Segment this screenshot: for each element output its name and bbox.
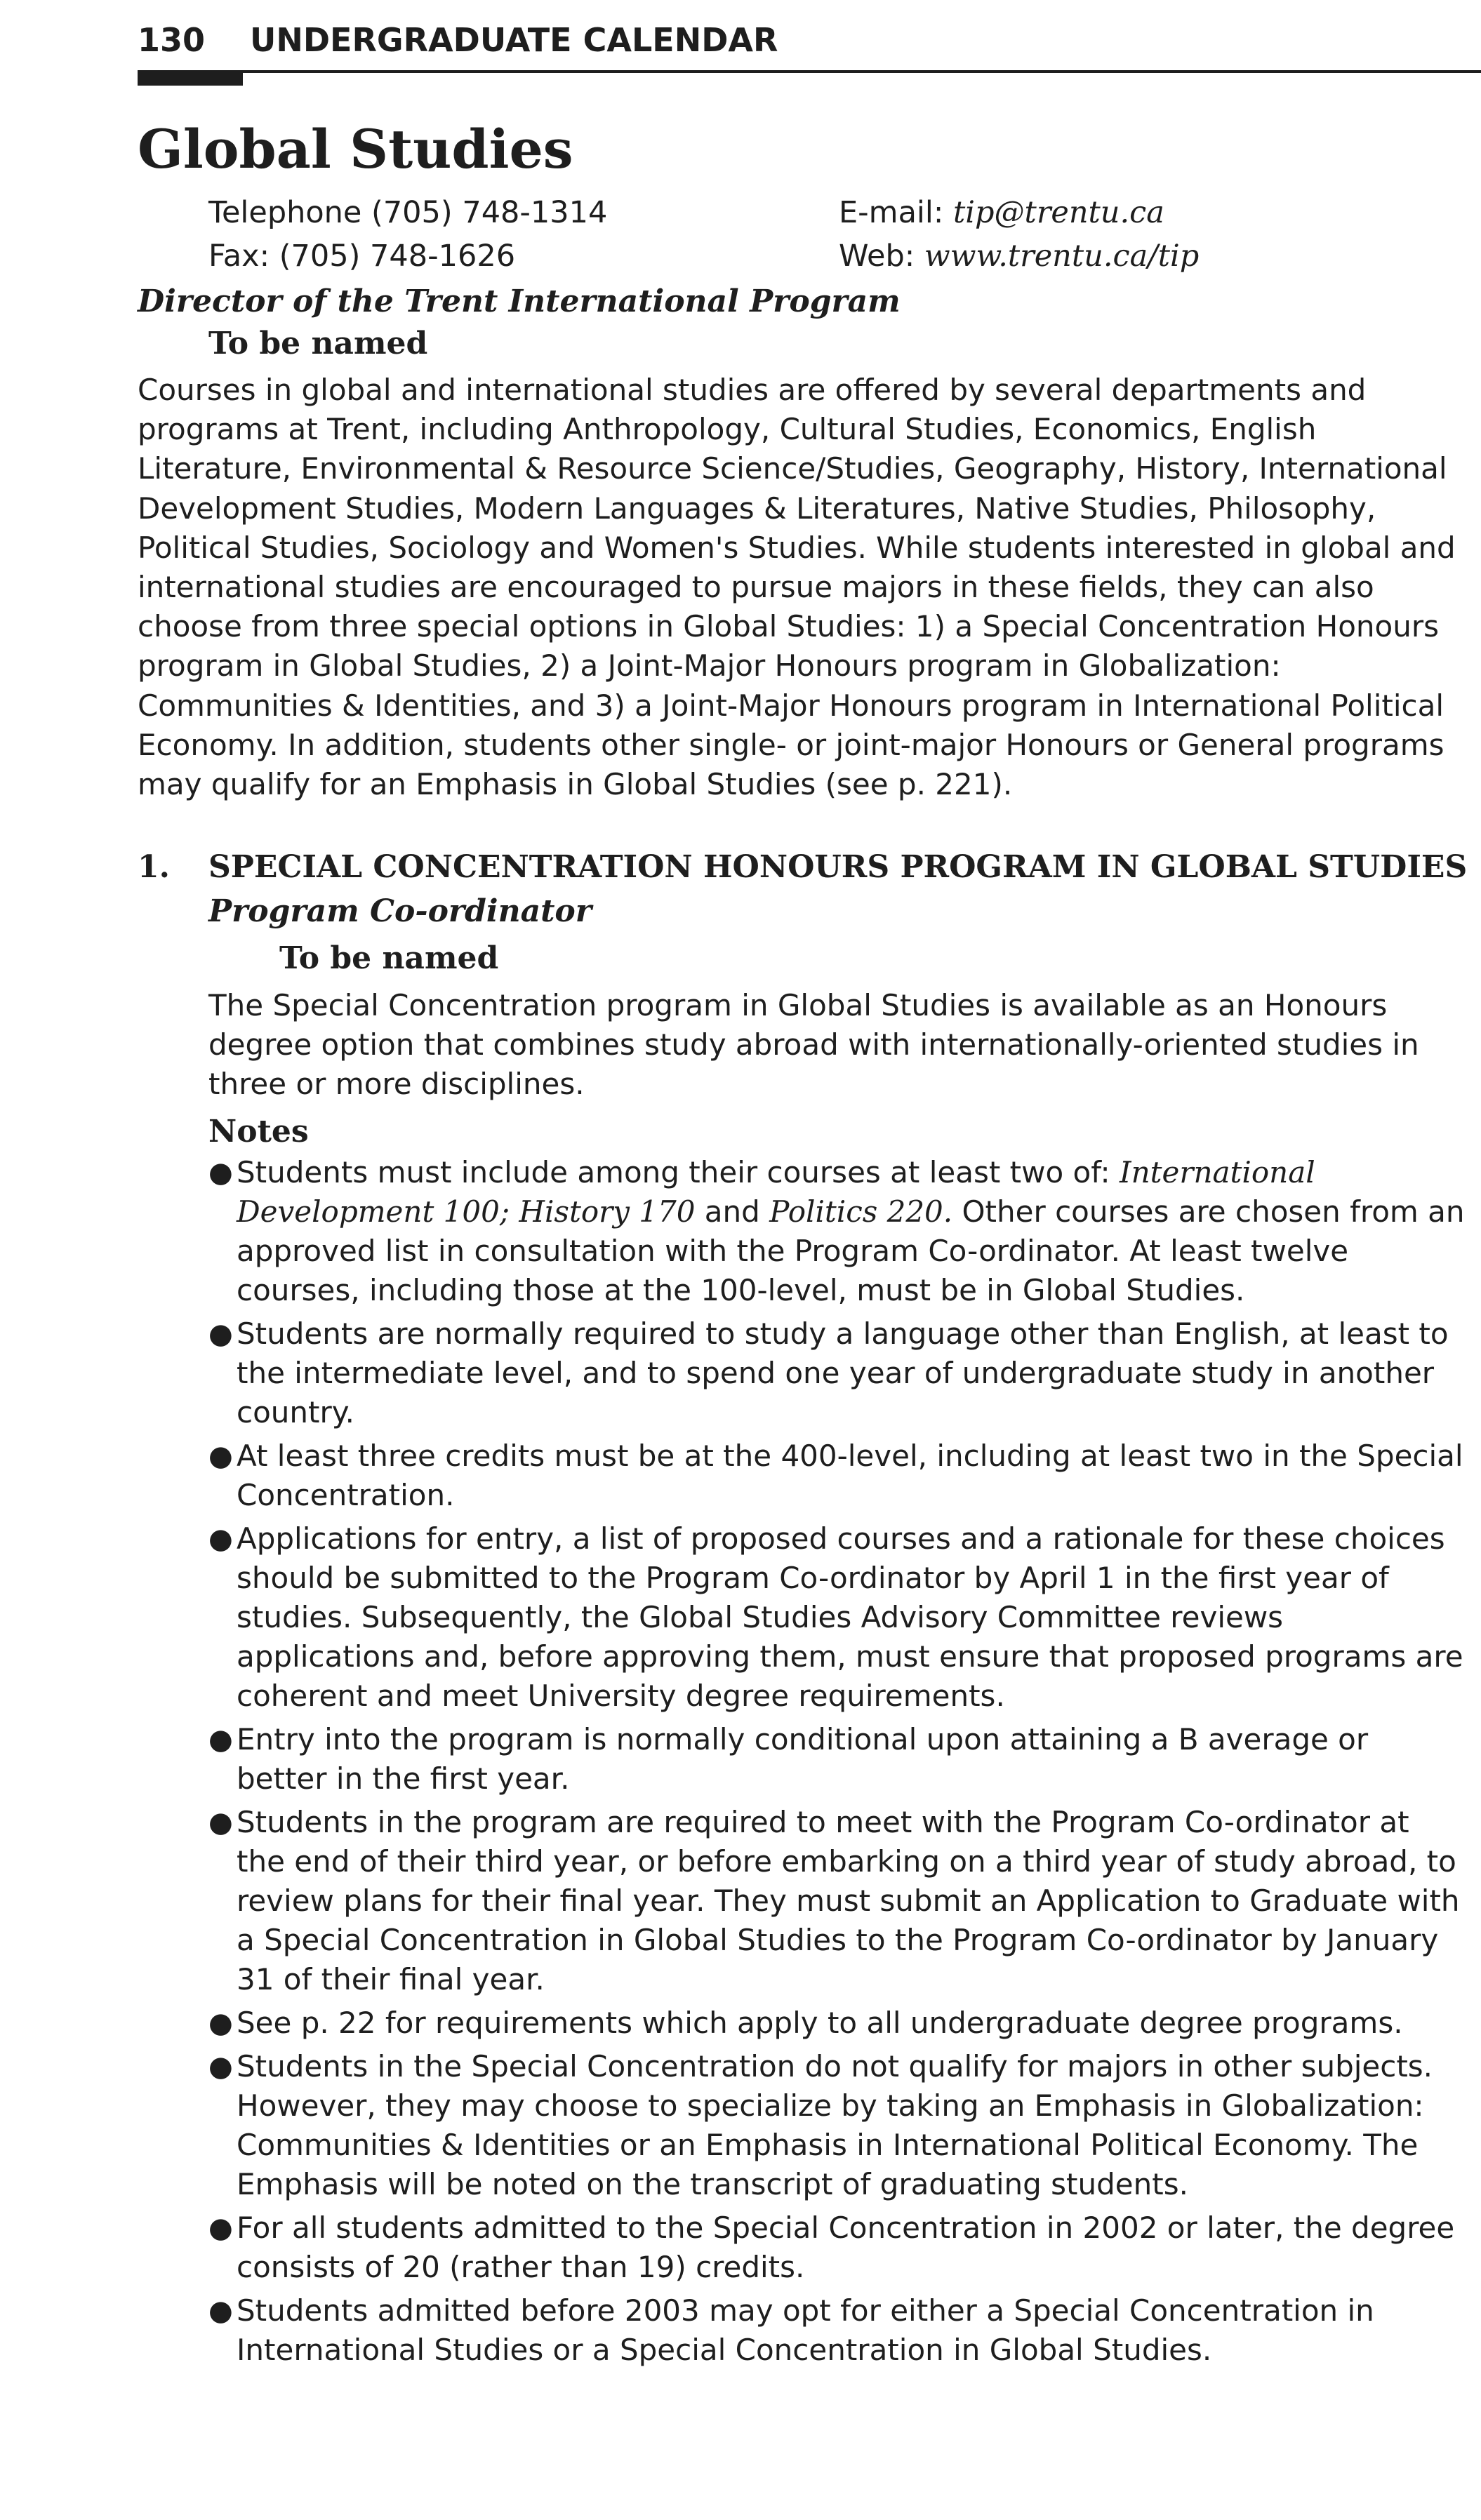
bullet-icon: ● xyxy=(208,1156,233,1189)
bullet-icon: ● xyxy=(208,2212,233,2244)
director-name: To be named xyxy=(208,326,428,361)
notes-list xyxy=(208,1153,1465,2374)
web-line xyxy=(839,239,1199,274)
bullet-icon: ● xyxy=(208,1724,233,1756)
bullet-icon: ● xyxy=(208,2007,233,2039)
email-label: E-mail: xyxy=(839,195,953,230)
note-item: ● Students in the program are required to meet with the Program Co-ordinator at the end of their third year, or before embarking on a third year of study abroad, to review plans for their final year. They must submit an Application to Graduate with a Special Concentration in Global Studies to the Program Co-ordinator by January 31 of their final year. xyxy=(208,1803,1465,1999)
notes-heading: Notes xyxy=(208,1114,309,1149)
web-label: Web: xyxy=(839,239,924,274)
fax: Fax: (705) 748-1626 xyxy=(208,239,516,274)
note-item: ● Applications for entry, a list of proposed courses and a rationale for these choices should be submitted to the Program Co-ordinator by April 1 in the first year of studies. Subsequently, the Global Studies Advisory Committee reviews applications and, before approving them, must ensure that proposed programs are coherent and meet University degree requirements. xyxy=(208,1519,1465,1716)
bullet-icon: ● xyxy=(208,1523,233,1555)
bullet-icon: ● xyxy=(208,1806,233,1839)
section-number: 1. xyxy=(138,849,170,885)
intro-paragraph: Courses in global and international studies are offered by several departments and programs at Trent, including Anthropology, Cultural Studies, Economics, English Literature, Environmental & Resource Science/Studies, Geography, History, International Development Studies, Modern Languages & Literatures, Native Studies, Philosophy, Political Studies, Sociology and Women's Studies. While students interested in global and international studies are encouraged to pursue majors in these fields, they can also choose from three special options in Global Studies: 1) a Special Concentration Honours program in Global Studies, 2) a Joint-Major Honours program in Globalization: Communities & Identities, and 3) a Joint-Major Honours program in International Political Economy. In addition, students other single- or joint-major Honours or General programs may qualify for an Emphasis in Global Studies (see p. 221). xyxy=(138,373,1456,802)
web-link[interactable]: www.trentu.ca/tip xyxy=(924,239,1200,274)
header-tab-bar xyxy=(138,72,243,86)
note-item: ● Students are normally required to study a language other than English, at least to the intermediate level, and to spend one year of undergraduate study in another country. xyxy=(208,1314,1465,1432)
running-header xyxy=(138,21,778,59)
bullet-icon: ● xyxy=(208,2295,233,2327)
email-link[interactable]: tip@trentu.ca xyxy=(952,195,1164,230)
email-line xyxy=(839,195,1164,230)
page-title: Global Studies xyxy=(138,118,573,180)
running-title: UNDERGRADUATE CALENDAR xyxy=(250,21,778,59)
director-title: Director of the Trent International Program xyxy=(138,284,901,319)
note-item: ● At least three credits must be at the 400-level, including at least two in the Special Concentration. xyxy=(208,1436,1465,1515)
section-description: The Special Concentration program in Global Studies is available as an Honours degree option that combines study abroad with internationally-oriented studies in three or more disciplines. xyxy=(208,988,1419,1101)
header-rule xyxy=(138,70,1481,73)
page-number: 130 xyxy=(138,21,206,59)
bullet-icon: ● xyxy=(208,1440,233,1472)
note-item: ● Students must include among their courses at least two of: International Development 100; History 170 and Politics 220. Other courses are chosen from an approved list in consultation with the Program Co-ordinator. At least twelve courses, including those at the 100-level, must be in Global Studies. xyxy=(208,1153,1465,1310)
bullet-icon: ● xyxy=(208,1318,233,1350)
note-item: ● Students admitted before 2003 may opt for either a Special Concentration in International Studies or a Special Concentration in Global Studies. xyxy=(208,2291,1465,2370)
note-item: ● For all students admitted to the Special Concentration in 2002 or later, the degree consists of 20 (rather than 19) credits. xyxy=(208,2208,1465,2287)
note-item: ● Entry into the program is normally conditional upon attaining a B average or better in the first year. xyxy=(208,1720,1465,1799)
note-item: ● See p. 22 for requirements which apply to all undergraduate degree programs. xyxy=(208,2004,1465,2043)
note-item: ● Students in the Special Concentration do not qualify for majors in other subjects. However, they may choose to specialize by taking an Emphasis in Globalization: Communities & Identities or an Emphasis in International Political Economy. The Emphasis will be noted on the transcript of graduating students. xyxy=(208,2047,1465,2204)
coordinator-name: To be named xyxy=(279,940,499,976)
coordinator-title: Program Co-ordinator xyxy=(208,893,592,929)
telephone: Telephone (705) 748-1314 xyxy=(208,195,608,230)
bullet-icon: ● xyxy=(208,2051,233,2083)
section-title: SPECIAL CONCENTRATION HONOURS PROGRAM IN GLOBAL STUDIES xyxy=(208,849,1468,885)
